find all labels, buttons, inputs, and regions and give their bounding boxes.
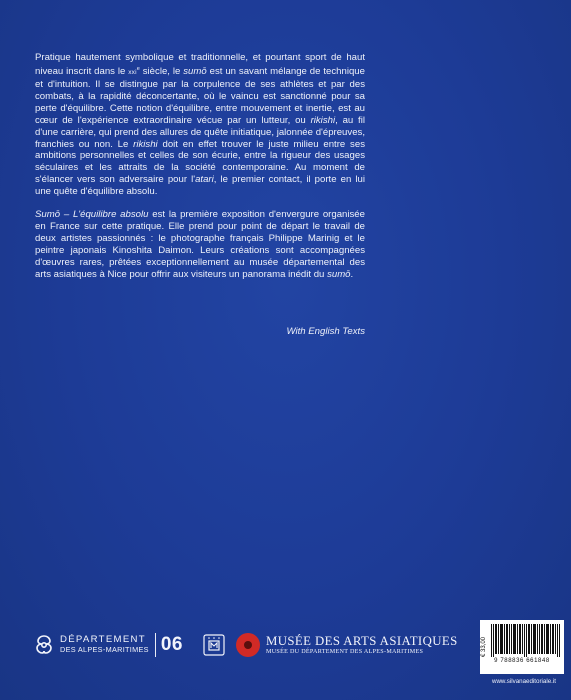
- museum-disc-icon: [236, 633, 260, 657]
- text-run: .: [350, 268, 354, 280]
- text-run: est un savant mélange de technique et d'intuition. Il se distingue par la corpulence de ses athlètes et par des combats, à la rapidité déconcertante, où le vaincu est sanctionné pour sa perte d'équilibre. Cette notion d'équilibre, entre mouvement et inertie, est au cœur de l'expérience extraordinaire vécue par un lutteur, ou: [35, 66, 365, 126]
- department-name: DÉPARTEMENT: [60, 634, 146, 645]
- cm-logo-icon: [203, 634, 225, 656]
- exhibition-title: Sumō – L'équilibre absolu: [35, 209, 149, 221]
- text-run: Pratique hautement symbolique et traditionnelle, et pourtant sport de haut niveau inscrit dans le: [35, 52, 365, 78]
- century-numeral: xxi: [128, 69, 137, 77]
- text-run: est la première exposition d'envergure organisée en France sur cette pratique. Elle prend pour point de départ le travail de deux artistes passionnés : le photographe français Philippe Marinig et le peintre japonais Kinoshita Daimon. Leurs créations sont accompagnées d'œuvres rares, prêtées exceptionnellement au musée départemental des arts asiatiques à Nice pour offrir aux visiteurs un panorama inédit du: [35, 209, 365, 280]
- term-sumo: sumō: [327, 268, 351, 280]
- department-region: DES ALPES-MARITIMES: [60, 645, 149, 654]
- ean-number: 9 788836 661848: [494, 658, 550, 664]
- term-rikishi: rikishi: [310, 114, 336, 126]
- term-sumo: sumō: [183, 66, 207, 78]
- publisher-url: www.silvanaeditoriale.it: [492, 678, 556, 685]
- description-text: [35, 52, 365, 292]
- barcode-icon: [491, 624, 561, 657]
- department-logo: [32, 630, 183, 660]
- paragraph-intro: [35, 52, 365, 198]
- paragraph-exhibition: [35, 209, 365, 280]
- term-atari: atari: [195, 174, 214, 186]
- term-rikishi: rikishi: [133, 138, 158, 150]
- price-label: [481, 621, 490, 657]
- text-run: , au fil d'une carrière, qui prend des allures de quête initiatique, jalonnée d'épreuves, franchies ou non. Le: [35, 114, 365, 150]
- text-run: , le premier contact, il porte en lui une quête d'équilibre absolu.: [35, 174, 365, 198]
- department-number: 06: [160, 634, 183, 655]
- english-texts-note: With English Texts: [286, 326, 365, 337]
- century-superscript: e: [136, 65, 140, 72]
- department-emblem-icon: [32, 633, 56, 657]
- price-text: € 33,00: [481, 636, 487, 657]
- museum-title: MUSÉE DES ARTS ASIATIQUES: [266, 634, 458, 648]
- logo-divider: [155, 633, 156, 657]
- text-run: siècle, le: [139, 66, 184, 78]
- museum-subtitle: MUSÉE DU DÉPARTEMENT DES ALPES-MARITIMES: [266, 649, 424, 655]
- text-run: doit en effet trouver le juste milieu entre ses ambitions personnelles et celles de son écurie, entre la rigueur des usages séculaires et les attraits de la société contemporaine. Au moment de s'élancer vers son adversaire pour l': [35, 138, 365, 186]
- museum-logo: [266, 634, 458, 657]
